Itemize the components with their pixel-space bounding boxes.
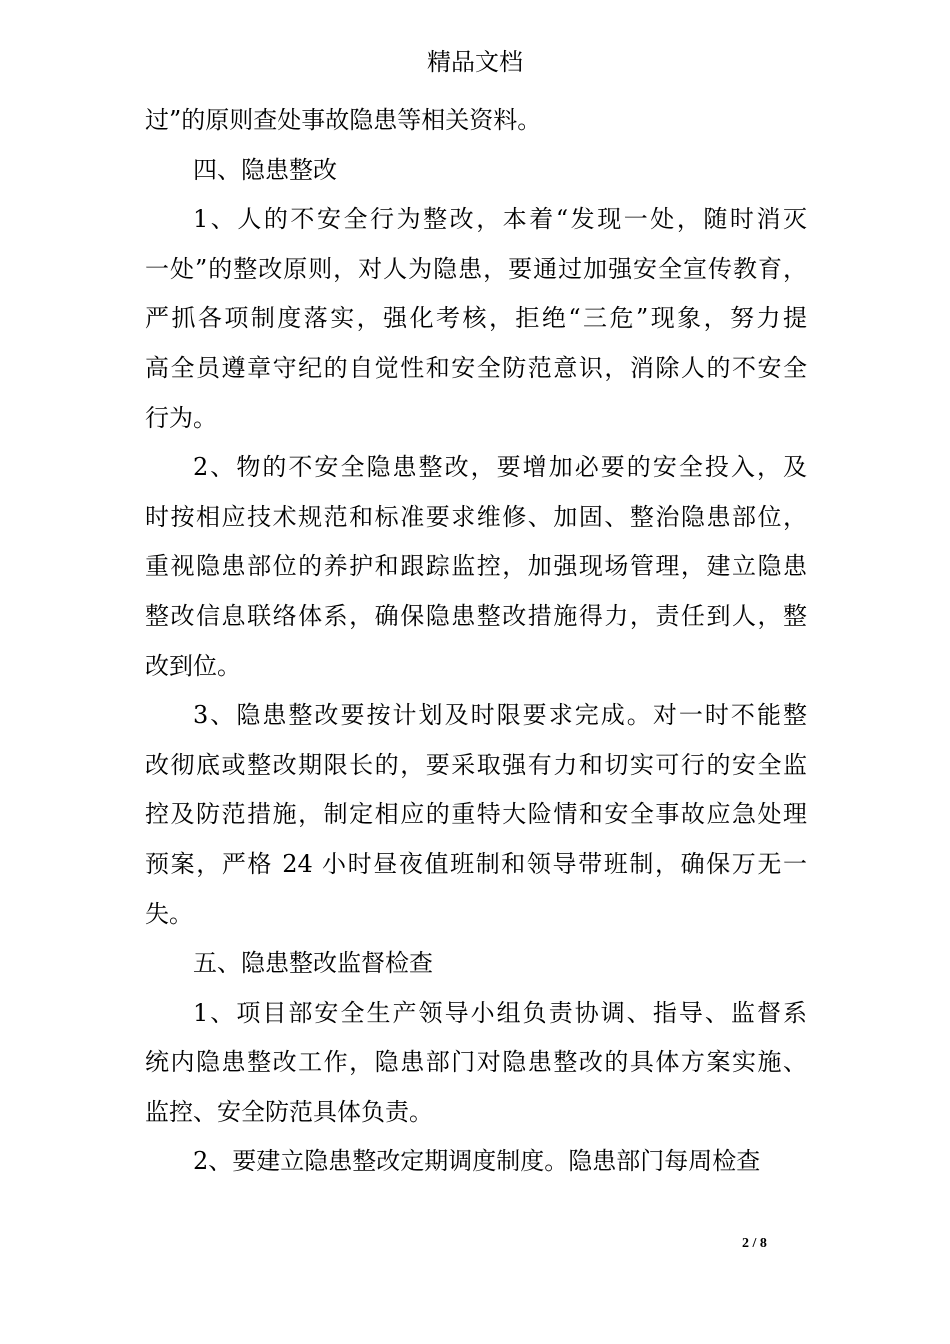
text-line: 整改信息联络体系，确保隐患整改措施得力，责任到人，整 xyxy=(145,601,807,630)
text-line: 统内隐患整改工作，隐患部门对隐患整改的具体方案实施、 xyxy=(145,1048,807,1077)
text-line: 时按相应技术规范和标准要求维修、加固、整治隐患部位， xyxy=(145,502,807,531)
text-line: 一处”的整改原则，对人为隐患，要通过加强安全宣传教育， xyxy=(145,254,807,283)
text-line: 2、要建立隐患整改定期调度制度。隐患部门每周检查 xyxy=(193,1147,761,1176)
text-line: 2、物的不安全隐患整改，要增加必要的安全投入，及 xyxy=(193,453,807,482)
text-line: 高全员遵章守纪的自觉性和安全防范意识，消除人的不安全 xyxy=(145,353,807,382)
section-heading: 四、隐患整改 xyxy=(193,155,337,184)
text-line: 1、项目部安全生产领导小组负责协调、指导、监督系 xyxy=(193,998,807,1027)
page-header-title: 精品文档 xyxy=(427,48,523,76)
text-line: 预案，严格 24 小时昼夜值班制和领导带班制，确保万无一 xyxy=(145,849,807,878)
text-line: 3、隐患整改要按计划及时限要求完成。对一时不能整 xyxy=(193,701,807,730)
text-line: 失。 xyxy=(145,899,193,928)
text-line: 控及防范措施，制定相应的重特大险情和安全事故应急处理 xyxy=(145,800,807,829)
text-line: 改彻底或整改期限长的，要采取强有力和切实可行的安全监 xyxy=(145,750,807,779)
text-line: 行为。 xyxy=(145,403,217,432)
text-line: 严抓各项制度落实，强化考核，拒绝“三危”现象，努力提 xyxy=(145,304,807,333)
document-body xyxy=(145,96,807,1187)
text-line: 1、人的不安全行为整改，本着“发现一处，随时消灭 xyxy=(193,205,807,234)
text-line: 重视隐患部位的养护和跟踪监控，加强现场管理，建立隐患 xyxy=(145,552,807,581)
page-number: 2 / 8 xyxy=(742,1236,767,1251)
section-heading: 五、隐患整改监督检查 xyxy=(193,949,433,978)
text-line: 监控、安全防范具体负责。 xyxy=(145,1097,433,1126)
text-line: 过”的原则查处事故隐患等相关资料。 xyxy=(145,106,542,134)
text-line: 改到位。 xyxy=(145,651,241,680)
